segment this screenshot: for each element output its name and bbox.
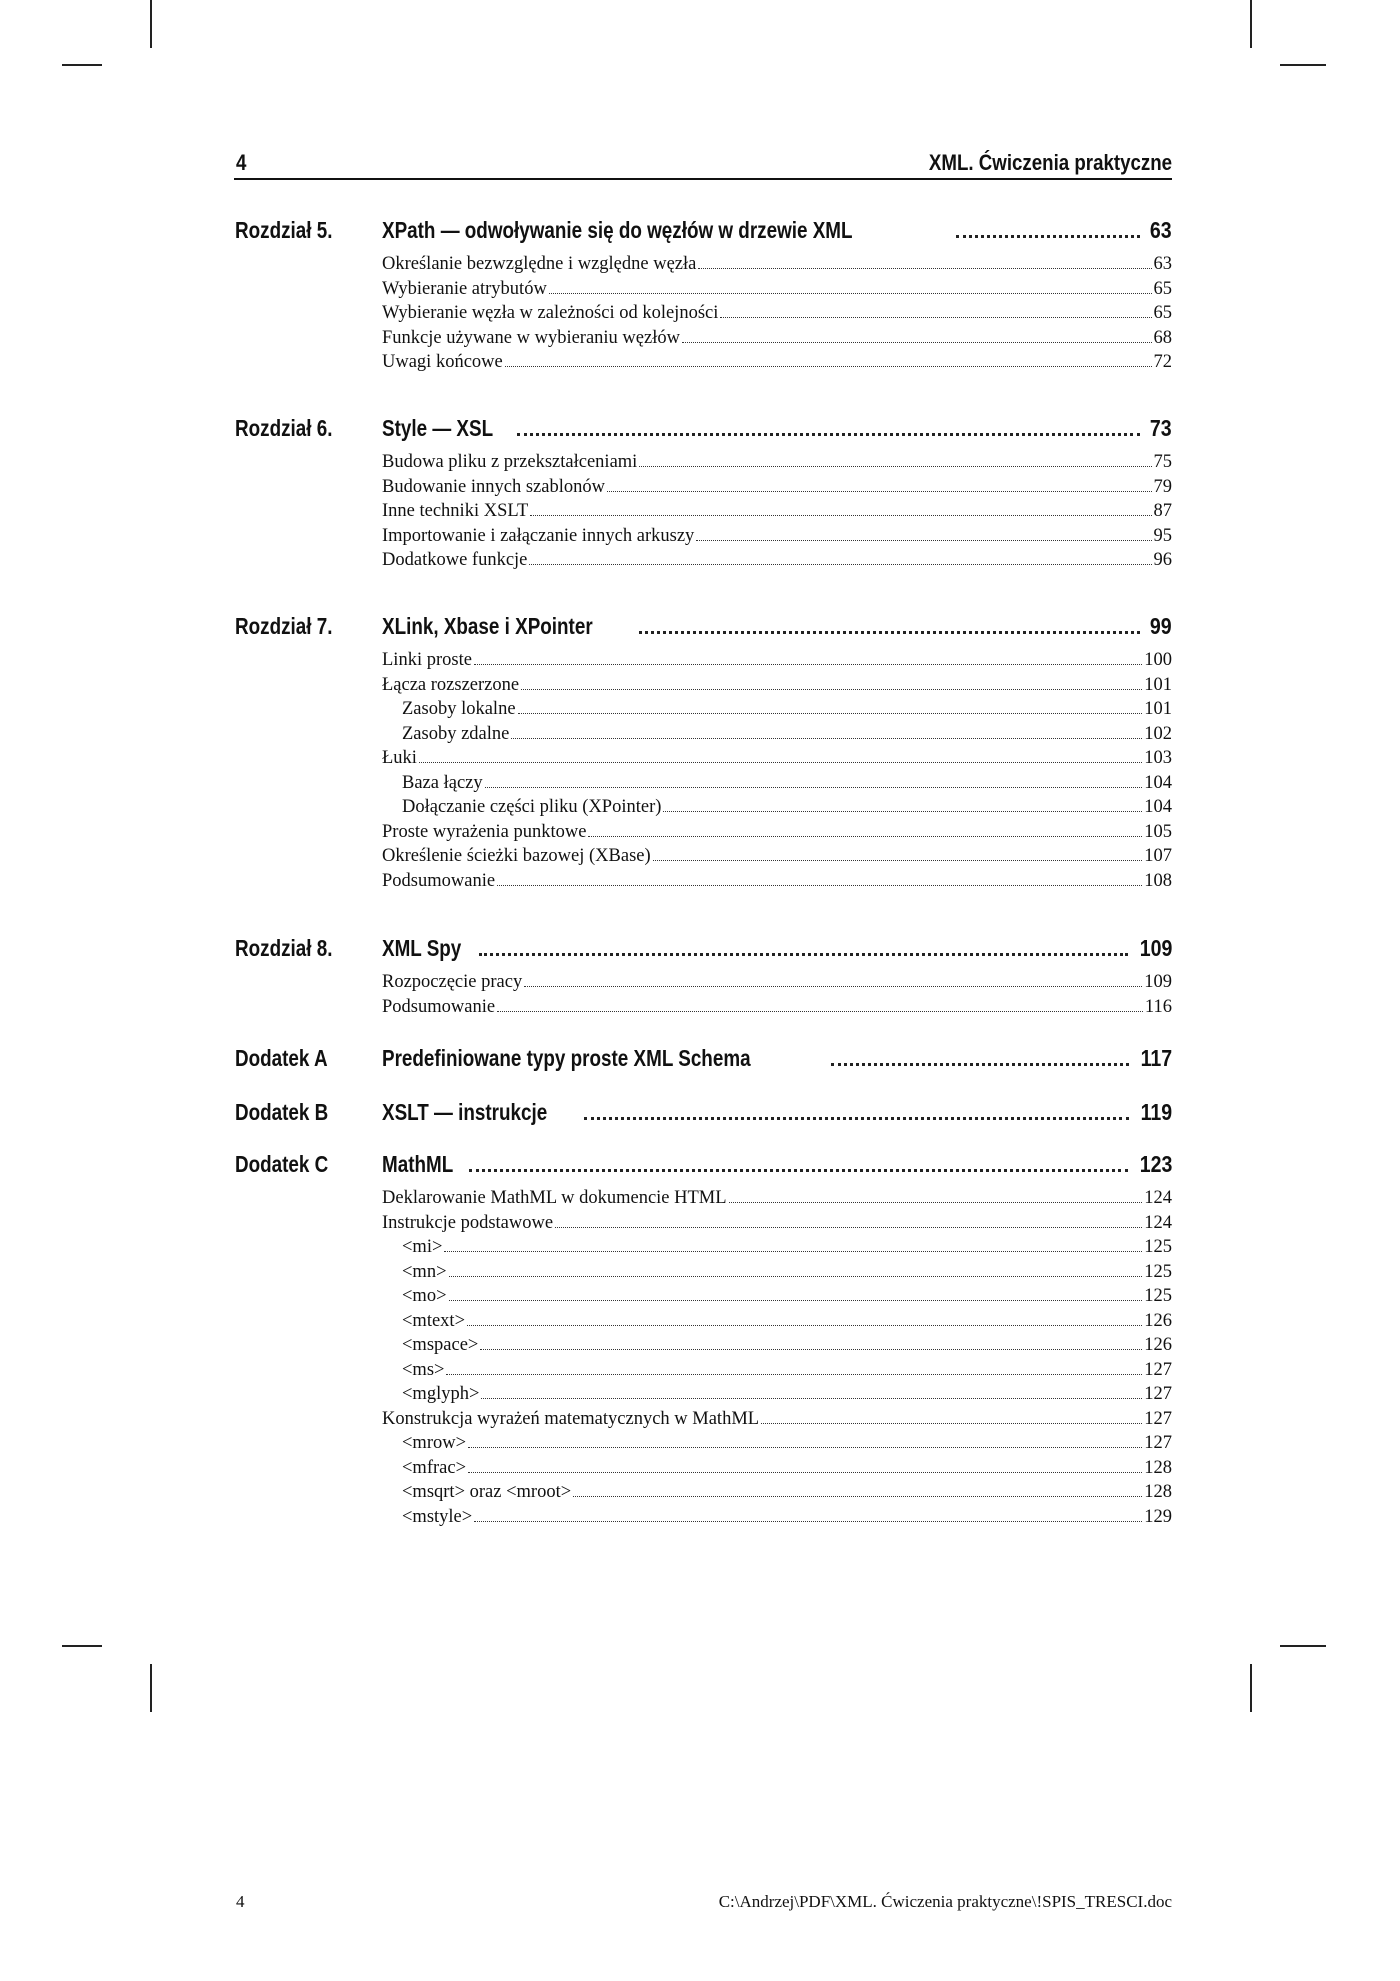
dot-leader bbox=[663, 811, 1142, 812]
toc-entry[interactable] bbox=[382, 350, 1172, 375]
toc-entry[interactable] bbox=[382, 673, 1172, 698]
toc-entry[interactable] bbox=[382, 1407, 1172, 1432]
toc-subentry[interactable] bbox=[382, 1505, 1172, 1530]
entry-page: 116 bbox=[1144, 996, 1172, 1017]
dot-leader bbox=[449, 1300, 1143, 1301]
dot-leader bbox=[529, 564, 1151, 565]
entry-title: <ms> bbox=[402, 1359, 445, 1380]
dot-leader bbox=[639, 466, 1151, 467]
section-heading[interactable] bbox=[382, 604, 1172, 648]
entry-list bbox=[382, 1186, 1172, 1537]
entry-title: Konstrukcja wyrażeń matematycznych w MathML bbox=[382, 1408, 760, 1429]
dot-leader bbox=[607, 491, 1152, 492]
dot-leader bbox=[480, 1349, 1142, 1350]
dot-leader bbox=[698, 268, 1151, 269]
toc-section bbox=[235, 1090, 1172, 1142]
toc-entry[interactable] bbox=[382, 252, 1172, 277]
entry-title: Rozpoczęcie pracy bbox=[382, 972, 523, 992]
entry-page: 75 bbox=[1153, 452, 1172, 472]
dot-leader bbox=[444, 1251, 1142, 1252]
toc-entry[interactable] bbox=[382, 746, 1172, 771]
dot-leader bbox=[521, 689, 1142, 690]
entry-page: 100 bbox=[1144, 650, 1172, 670]
toc-entry[interactable] bbox=[382, 326, 1172, 351]
entry-title: Łuki bbox=[382, 748, 417, 768]
dot-leader bbox=[419, 762, 1142, 763]
toc-entry[interactable] bbox=[382, 524, 1172, 549]
crop-mark bbox=[150, 0, 152, 48]
section-page: 117 bbox=[1140, 1045, 1172, 1071]
entry-title: Funkcje używane w wybieraniu węzłów bbox=[382, 327, 680, 348]
entry-title: Łącza rozszerzone bbox=[382, 674, 520, 695]
dot-leader bbox=[517, 433, 1140, 436]
section-title: XPath — odwoływanie się do węzłów w drzewie XML bbox=[382, 217, 853, 243]
entry-page: 126 bbox=[1144, 1310, 1172, 1331]
section-label: Rozdział 6. bbox=[235, 415, 333, 441]
section-heading[interactable] bbox=[382, 1036, 1172, 1080]
dot-leader bbox=[639, 631, 1140, 634]
section-label: Rozdział 7. bbox=[235, 613, 333, 639]
entry-list bbox=[382, 450, 1172, 581]
entry-title: Linki proste bbox=[382, 650, 472, 670]
entry-title: Podsumowanie bbox=[382, 996, 496, 1017]
header-rule bbox=[234, 178, 1172, 180]
entry-title: Zasoby lokalne bbox=[402, 699, 516, 719]
dot-leader bbox=[682, 342, 1152, 343]
dot-leader bbox=[469, 1169, 1128, 1172]
entry-page: 109 bbox=[1144, 972, 1172, 992]
toc-entry[interactable] bbox=[382, 820, 1172, 845]
section-heading[interactable] bbox=[382, 1090, 1172, 1134]
header-page-number: 4 bbox=[236, 150, 247, 175]
toc-entry[interactable] bbox=[382, 869, 1172, 894]
entry-title: <mo> bbox=[402, 1286, 447, 1306]
section-page: 119 bbox=[1140, 1099, 1172, 1125]
entry-title: Baza łączy bbox=[402, 772, 483, 793]
entry-list bbox=[382, 252, 1172, 383]
toc-entry[interactable] bbox=[382, 844, 1172, 869]
toc-subentry[interactable] bbox=[382, 1235, 1172, 1260]
entry-title: Podsumowanie bbox=[382, 870, 496, 891]
toc-section bbox=[235, 926, 1172, 1027]
toc-subentry[interactable] bbox=[382, 1333, 1172, 1358]
entry-title: <mspace> bbox=[402, 1335, 479, 1355]
entry-list bbox=[382, 648, 1172, 901]
toc-subentry[interactable] bbox=[382, 697, 1172, 722]
entry-list bbox=[382, 1134, 1172, 1142]
dot-leader bbox=[956, 235, 1141, 238]
dot-leader bbox=[588, 836, 1142, 837]
dot-leader bbox=[573, 1496, 1142, 1497]
dot-leader bbox=[761, 1423, 1142, 1424]
dot-leader bbox=[446, 1374, 1142, 1375]
dot-leader bbox=[505, 366, 1152, 367]
section-title: MathML bbox=[382, 1151, 454, 1177]
section-label: Dodatek C bbox=[235, 1151, 329, 1177]
crop-mark bbox=[1250, 1664, 1252, 1712]
entry-page: 127 bbox=[1144, 1384, 1172, 1404]
entry-title: Budowa pliku z przekształceniami bbox=[382, 452, 638, 472]
dot-leader bbox=[653, 860, 1143, 861]
entry-page: 68 bbox=[1153, 327, 1172, 348]
entry-title: Budowanie innych szablonów bbox=[382, 476, 605, 497]
section-title: Style — XSL bbox=[382, 415, 494, 441]
entry-page: 126 bbox=[1144, 1335, 1172, 1355]
toc-subentry[interactable] bbox=[382, 1431, 1172, 1456]
toc-entry[interactable] bbox=[382, 277, 1172, 302]
dot-leader bbox=[720, 317, 1151, 318]
section-heading[interactable] bbox=[382, 926, 1172, 970]
entry-title: <mtext> bbox=[402, 1310, 465, 1331]
toc-entry[interactable] bbox=[382, 548, 1172, 573]
dot-leader bbox=[497, 885, 1142, 886]
entry-page: 95 bbox=[1153, 525, 1172, 546]
dot-leader bbox=[831, 1063, 1128, 1066]
entry-page: 128 bbox=[1144, 1482, 1172, 1502]
section-title: XSLT — instrukcje bbox=[382, 1099, 548, 1125]
section-label: Rozdział 8. bbox=[235, 935, 333, 961]
section-page: 109 bbox=[1139, 935, 1172, 961]
section-label: Dodatek B bbox=[235, 1099, 329, 1125]
entry-page: 124 bbox=[1144, 1188, 1172, 1208]
section-label: Dodatek A bbox=[235, 1045, 328, 1071]
header-book-title: XML. Ćwiczenia praktyczne bbox=[928, 150, 1172, 175]
entry-list bbox=[382, 970, 1172, 1027]
crop-mark bbox=[1250, 0, 1252, 48]
entry-page: 125 bbox=[1144, 1286, 1172, 1306]
toc-section bbox=[235, 1036, 1172, 1088]
dot-leader bbox=[518, 713, 1143, 714]
entry-title: Uwagi końcowe bbox=[382, 352, 503, 372]
entry-title: Deklarowanie MathML w dokumencie HTML bbox=[382, 1188, 727, 1208]
entry-page: 108 bbox=[1144, 870, 1172, 891]
entry-page: 127 bbox=[1144, 1408, 1172, 1429]
toc-section bbox=[235, 406, 1172, 581]
entry-title: Dołączanie części pliku (XPointer) bbox=[402, 797, 662, 817]
entry-title: <mglyph> bbox=[402, 1384, 480, 1404]
toc-entry[interactable] bbox=[382, 450, 1172, 475]
entry-page: 105 bbox=[1144, 821, 1172, 842]
entry-title: <mi> bbox=[402, 1237, 443, 1257]
toc-entry[interactable] bbox=[382, 1211, 1172, 1236]
entry-title: Importowanie i załączanie innych arkuszy bbox=[382, 525, 695, 546]
section-page: 123 bbox=[1139, 1151, 1172, 1177]
section-heading[interactable] bbox=[382, 406, 1172, 450]
entry-title: <mfrac> bbox=[402, 1457, 467, 1478]
section-page: 73 bbox=[1150, 415, 1172, 441]
entry-page: 125 bbox=[1144, 1261, 1172, 1282]
dot-leader bbox=[530, 515, 1151, 516]
crop-mark bbox=[62, 64, 102, 66]
entry-page: 96 bbox=[1153, 550, 1172, 570]
entry-title: Instrukcje podstawowe bbox=[382, 1212, 554, 1233]
toc-section bbox=[235, 1142, 1172, 1537]
toc-entry[interactable] bbox=[382, 995, 1172, 1020]
entry-page: 79 bbox=[1153, 476, 1172, 497]
footer-page-number: 4 bbox=[236, 1892, 245, 1911]
section-page: 99 bbox=[1150, 613, 1172, 639]
entry-page: 101 bbox=[1144, 699, 1172, 719]
entry-title: <mn> bbox=[402, 1261, 447, 1282]
crop-mark bbox=[150, 1664, 152, 1712]
entry-title: Proste wyrażenia punktowe bbox=[382, 821, 587, 842]
entry-page: 127 bbox=[1144, 1359, 1172, 1380]
entry-page: 129 bbox=[1144, 1506, 1172, 1527]
dot-leader bbox=[729, 1202, 1143, 1203]
entry-page: 125 bbox=[1144, 1237, 1172, 1257]
toc-entry[interactable] bbox=[382, 1186, 1172, 1211]
dot-leader bbox=[511, 738, 1142, 739]
toc-entry[interactable] bbox=[382, 499, 1172, 524]
entry-page: 124 bbox=[1144, 1212, 1172, 1233]
toc-subentry[interactable] bbox=[382, 771, 1172, 796]
entry-page: 127 bbox=[1144, 1433, 1172, 1453]
toc-entry[interactable] bbox=[382, 301, 1172, 326]
toc-subentry[interactable] bbox=[382, 722, 1172, 747]
dot-leader bbox=[468, 1472, 1142, 1473]
toc-subentry[interactable] bbox=[382, 1456, 1172, 1481]
toc-subentry[interactable] bbox=[382, 1358, 1172, 1383]
dot-leader bbox=[555, 1227, 1142, 1228]
entry-page: 102 bbox=[1144, 723, 1172, 744]
entry-title: Zasoby zdalne bbox=[402, 723, 510, 744]
dot-leader bbox=[485, 787, 1143, 788]
toc-subentry[interactable] bbox=[382, 1284, 1172, 1309]
entry-title: Określanie bezwzględne i względne węzła bbox=[382, 254, 697, 274]
entry-title: Wybieranie atrybutów bbox=[382, 278, 547, 299]
toc-entry[interactable] bbox=[382, 475, 1172, 500]
section-label: Rozdział 5. bbox=[235, 217, 333, 243]
entry-title: Dodatkowe funkcje bbox=[382, 550, 528, 570]
dot-leader bbox=[474, 1521, 1142, 1522]
entry-page: 104 bbox=[1144, 772, 1172, 793]
entry-page: 128 bbox=[1144, 1457, 1172, 1478]
entry-title: <msqrt> oraz <mroot> bbox=[402, 1482, 572, 1502]
crop-mark bbox=[1280, 1645, 1326, 1647]
footer-file-path: C:\Andrzej\PDF\XML. Ćwiczenia praktyczne\!SPIS_TRESCI.doc bbox=[718, 1892, 1172, 1911]
entry-page: 87 bbox=[1153, 501, 1172, 521]
section-title: Predefiniowane typy proste XML Schema bbox=[382, 1045, 751, 1071]
toc-section bbox=[235, 208, 1172, 383]
entry-title: <mstyle> bbox=[402, 1506, 473, 1527]
section-heading[interactable] bbox=[382, 1142, 1172, 1186]
entry-page: 107 bbox=[1144, 846, 1172, 866]
dot-leader bbox=[474, 664, 1142, 665]
dot-leader bbox=[479, 953, 1128, 956]
dot-leader bbox=[497, 1011, 1143, 1012]
entry-page: 72 bbox=[1153, 352, 1172, 372]
crop-mark bbox=[62, 1645, 102, 1647]
entry-title: Wybieranie węzła w zależności od kolejności bbox=[382, 303, 719, 323]
entry-page: 63 bbox=[1153, 254, 1172, 274]
toc-section bbox=[235, 604, 1172, 901]
toc-subentry[interactable] bbox=[382, 1382, 1172, 1407]
entry-title: Inne techniki XSLT bbox=[382, 501, 529, 521]
section-heading[interactable] bbox=[382, 208, 1172, 252]
dot-leader bbox=[584, 1117, 1129, 1120]
toc-entry[interactable] bbox=[382, 648, 1172, 673]
entry-title: Określenie ścieżki bazowej (XBase) bbox=[382, 846, 651, 866]
section-title: XML Spy bbox=[382, 935, 462, 961]
dot-leader bbox=[449, 1276, 1143, 1277]
entry-page: 65 bbox=[1153, 303, 1172, 323]
dot-leader bbox=[696, 540, 1151, 541]
toc-subentry[interactable] bbox=[382, 795, 1172, 820]
section-title: XLink, Xbase i XPointer bbox=[382, 613, 593, 639]
dot-leader bbox=[468, 1447, 1142, 1448]
dot-leader bbox=[549, 293, 1152, 294]
entry-page: 104 bbox=[1144, 797, 1172, 817]
entry-page: 103 bbox=[1144, 748, 1172, 768]
entry-title: <mrow> bbox=[402, 1433, 467, 1453]
dot-leader bbox=[481, 1398, 1142, 1399]
entry-list bbox=[382, 1080, 1172, 1088]
crop-mark bbox=[1280, 64, 1326, 66]
dot-leader bbox=[467, 1325, 1142, 1326]
toc-entry[interactable] bbox=[382, 970, 1172, 995]
toc-subentry[interactable] bbox=[382, 1309, 1172, 1334]
toc-subentry[interactable] bbox=[382, 1480, 1172, 1505]
entry-page: 101 bbox=[1144, 674, 1172, 695]
entry-page: 65 bbox=[1153, 278, 1172, 299]
dot-leader bbox=[524, 986, 1142, 987]
section-page: 63 bbox=[1150, 217, 1172, 243]
toc-subentry[interactable] bbox=[382, 1260, 1172, 1285]
